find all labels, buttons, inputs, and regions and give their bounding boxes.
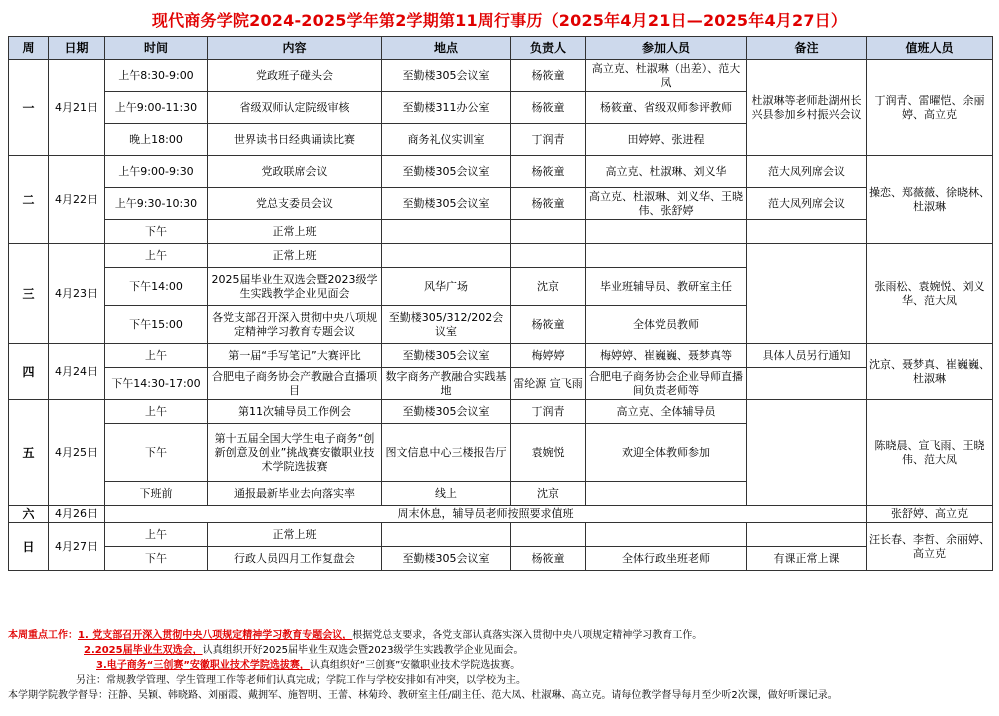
key-work-item-3-text: 认真组织好“三创赛”安徽职业技术学院选拔赛。 bbox=[309, 660, 521, 671]
leader-cell bbox=[511, 244, 586, 268]
participants-cell: 高立克、杜淑琳、刘义华、王晓伟、张舒婷 bbox=[586, 188, 747, 220]
remarks-cell: 具体人员另行通知 bbox=[747, 344, 867, 368]
leader-cell: 丁润青 bbox=[511, 400, 586, 424]
date-cell: 4月21日 bbox=[49, 60, 105, 156]
weekday-cell: 一 bbox=[9, 60, 49, 156]
content-cell: 第一届“手写笔记”大赛评比 bbox=[208, 344, 382, 368]
place-cell: 至勤楼305会议室 bbox=[382, 344, 511, 368]
time-cell: 下午14:30-17:00 bbox=[105, 368, 208, 400]
place-cell: 至勤楼305会议室 bbox=[382, 156, 511, 188]
table-row bbox=[9, 368, 993, 400]
date-cell: 4月24日 bbox=[49, 344, 105, 400]
key-work-item-2-text: 认真组织开好2025届毕业生双选会暨2023级学生实践教学企业见面会。 bbox=[202, 645, 524, 656]
table-row bbox=[9, 344, 993, 368]
footer-notes bbox=[8, 628, 992, 703]
participants-cell: 梅婷婷、崔巍巍、聂梦真等 bbox=[586, 344, 747, 368]
participants-cell: 高立克、全体辅导员 bbox=[586, 400, 747, 424]
leader-cell: 杨筱童 bbox=[511, 156, 586, 188]
leader-cell: 杨筱童 bbox=[511, 547, 586, 571]
remarks-cell bbox=[747, 523, 867, 547]
header-leader: 负责人 bbox=[511, 37, 586, 60]
participants-cell bbox=[586, 244, 747, 268]
participants-cell bbox=[586, 523, 747, 547]
participants-cell: 高立克、杜淑琳（出差）、范大凤 bbox=[586, 60, 747, 92]
time-cell: 下午 bbox=[105, 424, 208, 482]
key-work-line-2 bbox=[8, 643, 992, 658]
header-content: 内容 bbox=[208, 37, 382, 60]
date-cell: 4月26日 bbox=[49, 506, 105, 523]
key-work-label: 本周重点工作： bbox=[8, 630, 78, 641]
content-cell: 世界读书日经典诵读比赛 bbox=[208, 124, 382, 156]
content-cell: 党政班子碰头会 bbox=[208, 60, 382, 92]
weekday-cell: 五 bbox=[9, 400, 49, 506]
time-cell: 晚上18:00 bbox=[105, 124, 208, 156]
remarks-cell: 范大凤列席会议 bbox=[747, 188, 867, 220]
content-cell: 正常上班 bbox=[208, 244, 382, 268]
place-cell: 至勤楼305/312/202会议室 bbox=[382, 306, 511, 344]
time-cell: 上午8:30-9:00 bbox=[105, 60, 208, 92]
table-row bbox=[9, 506, 993, 523]
place-cell bbox=[382, 523, 511, 547]
key-work-item-1-title: 1. 党支部召开深入贯彻中央八项规定精神学习教育专题会议， bbox=[78, 630, 353, 641]
remarks-cell bbox=[747, 220, 867, 244]
leader-cell: 丁润青 bbox=[511, 124, 586, 156]
participants-cell: 合肥电子商务协会企业导师直播间负责老师等 bbox=[586, 368, 747, 400]
place-cell: 至勤楼305会议室 bbox=[382, 547, 511, 571]
content-cell: 正常上班 bbox=[208, 523, 382, 547]
content-cell: 党总支委员会议 bbox=[208, 188, 382, 220]
table-row bbox=[9, 60, 993, 92]
time-cell: 上午 bbox=[105, 400, 208, 424]
leader-cell: 杨筱童 bbox=[511, 92, 586, 124]
duty-cell: 沈京、聂梦真、崔巍巍、杜淑琳 bbox=[867, 344, 993, 400]
header-date: 日期 bbox=[49, 37, 105, 60]
place-cell: 线上 bbox=[382, 482, 511, 506]
table-row bbox=[9, 244, 993, 268]
leader-cell: 杨筱童 bbox=[511, 306, 586, 344]
leader-cell bbox=[511, 220, 586, 244]
key-work-line-1 bbox=[8, 628, 992, 643]
weekday-cell: 日 bbox=[9, 523, 49, 571]
leader-cell: 雷纶源 宣飞雨 bbox=[511, 368, 586, 400]
weekday-cell: 六 bbox=[9, 506, 49, 523]
place-cell bbox=[382, 220, 511, 244]
header-row bbox=[9, 37, 993, 60]
time-cell: 上午9:00-11:30 bbox=[105, 92, 208, 124]
weekday-cell: 四 bbox=[9, 344, 49, 400]
place-cell: 图文信息中心三楼报告厅 bbox=[382, 424, 511, 482]
content-cell: 各党支部召开深入贯彻中央八项规定精神学习教育专题会议 bbox=[208, 306, 382, 344]
time-cell: 下午15:00 bbox=[105, 306, 208, 344]
duty-cell: 操恋、郑薇薇、徐晓林、杜淑琳 bbox=[867, 156, 993, 244]
content-cell: 省级双师认定院级审核 bbox=[208, 92, 382, 124]
weekday-cell: 二 bbox=[9, 156, 49, 244]
content-cell: 2025届毕业生双选会暨2023级学生实践教学企业见面会 bbox=[208, 268, 382, 306]
content-cell: 行政人员四月工作复盘会 bbox=[208, 547, 382, 571]
duty-cell: 张舒婷、高立克 bbox=[867, 506, 993, 523]
time-cell: 下午 bbox=[105, 220, 208, 244]
table-row bbox=[9, 156, 993, 188]
time-cell: 下午 bbox=[105, 547, 208, 571]
place-cell: 商务礼仪实训室 bbox=[382, 124, 511, 156]
date-cell: 4月27日 bbox=[49, 523, 105, 571]
page-title: 现代商务学院2024-2025学年第2学期第11周行事历（2025年4月21日—2025年4月27日） bbox=[151, 11, 848, 30]
time-cell: 上午9:30-10:30 bbox=[105, 188, 208, 220]
remarks-cell: 杜淑琳等老师赴湖州长兴县参加乡村振兴会议 bbox=[747, 60, 867, 156]
place-cell bbox=[382, 244, 511, 268]
header-weekday: 周 bbox=[9, 37, 49, 60]
key-work-item-2-title: 2.2025届毕业生双选会， bbox=[84, 645, 203, 656]
remarks-cell bbox=[747, 244, 867, 344]
key-work-item-1-text: 根据党总支要求，各党支部认真落实深入贯彻中央八项规定精神学习教育工作。 bbox=[352, 630, 703, 641]
leader-cell: 杨筱童 bbox=[511, 60, 586, 92]
leader-cell bbox=[511, 523, 586, 547]
date-cell: 4月23日 bbox=[49, 244, 105, 344]
time-cell: 上午 bbox=[105, 244, 208, 268]
place-cell: 风华广场 bbox=[382, 268, 511, 306]
remarks-cell: 范大凤列席会议 bbox=[747, 156, 867, 188]
date-cell: 4月25日 bbox=[49, 400, 105, 506]
leader-cell: 袁婉悦 bbox=[511, 424, 586, 482]
schedule-table bbox=[8, 36, 993, 571]
key-work-item-3-title: 3.电子商务“三创赛”安徽职业技术学院选拔赛， bbox=[96, 660, 310, 671]
participants-cell: 毕业班辅导员、教研室主任 bbox=[586, 268, 747, 306]
participants-cell: 全体党员教师 bbox=[586, 306, 747, 344]
content-cell: 第11次辅导员工作例会 bbox=[208, 400, 382, 424]
table-row bbox=[9, 188, 993, 220]
content-cell: 第十五届全国大学生电子商务“创新创意及创业”挑战赛安徽职业技术学院选拔赛 bbox=[208, 424, 382, 482]
header-duty: 值班人员 bbox=[867, 37, 993, 60]
date-cell: 4月22日 bbox=[49, 156, 105, 244]
participants-cell: 高立克、杜淑琳、刘义华 bbox=[586, 156, 747, 188]
content-cell: 正常上班 bbox=[208, 220, 382, 244]
weekday-cell: 三 bbox=[9, 244, 49, 344]
leader-cell: 梅婷婷 bbox=[511, 344, 586, 368]
supervisor-note: 本学期学院教学督导：汪静、吴颖、韩晓路、刘丽霞、戴拥军、施智明、王蕾、林菊玲、教研室主任/副主任、范大凤、杜淑琳、高立克。请每位教学督导每月至少听2次课，做好听课记录。 bbox=[8, 690, 838, 701]
place-cell: 至勤楼305会议室 bbox=[382, 60, 511, 92]
time-cell: 上午 bbox=[105, 523, 208, 547]
header-participants: 参加人员 bbox=[586, 37, 747, 60]
table-row bbox=[9, 400, 993, 424]
leader-cell: 沈京 bbox=[511, 268, 586, 306]
header-time: 时间 bbox=[105, 37, 208, 60]
table-row bbox=[9, 220, 993, 244]
table-row bbox=[9, 547, 993, 571]
remarks-cell bbox=[747, 368, 867, 400]
participants-cell: 全体行政坐班老师 bbox=[586, 547, 747, 571]
duty-cell: 汪长春、李哲、余丽婷、高立克 bbox=[867, 523, 993, 571]
time-cell: 下午14:00 bbox=[105, 268, 208, 306]
duty-cell: 丁润青、雷曜恺、余丽婷、高立克 bbox=[867, 60, 993, 156]
participants-cell: 欢迎全体教师参加 bbox=[586, 424, 747, 482]
remarks-cell bbox=[747, 400, 867, 506]
remarks-cell: 有课正常上课 bbox=[747, 547, 867, 571]
place-cell: 数字商务产教融合实践基地 bbox=[382, 368, 511, 400]
duty-cell: 张雨松、袁婉悦、刘义华、范大凤 bbox=[867, 244, 993, 344]
header-remarks: 备注 bbox=[747, 37, 867, 60]
participants-cell: 杨筱童、省级双师参评教师 bbox=[586, 92, 747, 124]
place-cell: 至勤楼311办公室 bbox=[382, 92, 511, 124]
leader-cell: 杨筱童 bbox=[511, 188, 586, 220]
leader-cell: 沈京 bbox=[511, 482, 586, 506]
time-cell: 上午 bbox=[105, 344, 208, 368]
duty-cell: 陈晓晨、宣飞雨、王晓伟、范大凤 bbox=[867, 400, 993, 506]
merged-note-cell: 周末休息，辅导员老师按照要求值班 bbox=[105, 506, 867, 523]
content-cell: 合肥电子商务协会产教融合直播项目 bbox=[208, 368, 382, 400]
place-cell: 至勤楼305会议室 bbox=[382, 400, 511, 424]
participants-cell bbox=[586, 220, 747, 244]
table-row bbox=[9, 523, 993, 547]
time-cell: 下班前 bbox=[105, 482, 208, 506]
time-cell: 上午9:00-9:30 bbox=[105, 156, 208, 188]
content-cell: 党政联席会议 bbox=[208, 156, 382, 188]
place-cell: 至勤楼305会议室 bbox=[382, 188, 511, 220]
participants-cell: 田婷婷、张进程 bbox=[586, 124, 747, 156]
header-place: 地点 bbox=[382, 37, 511, 60]
other-note: 另注：常规教学管理、学生管理工作等老师们认真完成；学院工作与学校安排如有冲突，以学校为主。 bbox=[76, 675, 526, 686]
participants-cell bbox=[586, 482, 747, 506]
key-work-line-3 bbox=[8, 658, 992, 673]
content-cell: 通报最新毕业去向落实率 bbox=[208, 482, 382, 506]
